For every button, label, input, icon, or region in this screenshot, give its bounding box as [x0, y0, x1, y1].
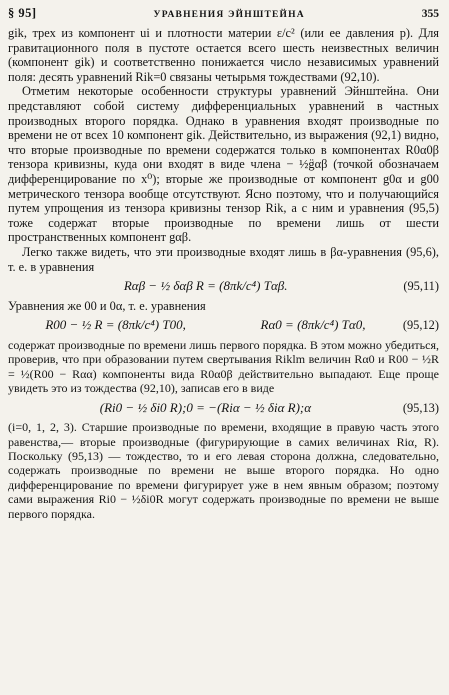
equation-95-11	[8, 279, 439, 294]
equation-95-13-body: (Ri0 − ½ δi0 R);0 = −(Riα − ½ δiα R);α	[99, 399, 312, 415]
mid-text: Уравнения же 00 и 0α, т. е. уравнения	[8, 298, 206, 313]
paragraph-5: (i=0, 1, 2, 3). Старшие производные по времени, входящие в правую часть этого равенства,— вторые производные (фигурирующие в самих величинах Riα, R). Поскольку (95,13) — тождество, то и его левая сторона должна, следовательно, содержать производные по времени не выше второго порядка. Но одно дифференцирование по времени фигурирует уже в нем явным образом; поэтому сами выражения Ri0 − ½δi0R могут содержать производные по времени не выше первого порядка.	[8, 420, 439, 521]
paragraph-2: Отметим некоторые особенности структуры уравнений Эйнштейна. Они представляют собой систему дифференциальных уравнений в частных производных второго порядка. Однако в уравнения входят производные по времени не от всех 10 компонент gik. Действительно, из выражения (92,1) видно, что вторые производные по времени содержатся только в компонентах R0α0β тензора кривизны, куда они входят в виде члена − ½g̈αβ (точкой обозначаем дифференцирование по x⁰); вторые же производные от компонент g0α и g00 метрического тензора вообще отсутствуют. Ясно поэтому, что и получающийся путем упрощения из тензора кривизны тензор Rik, а с ним и уравнения (95,5) тоже содержат вторые производные по времени лишь от шести пространственных компонент gαβ.	[8, 84, 439, 245]
equation-95-12	[8, 318, 439, 333]
paragraph-3: Легко также видеть, что эти производные входят лишь в βα-уравнения (95,6), т. е. в уравнения	[8, 244, 439, 274]
equation-95-11-number: (95,11)	[403, 279, 439, 294]
body-text	[8, 26, 439, 521]
equation-95-11-body: Rαβ − ½ δαβ R = (8πk/c⁴) Tαβ.	[123, 278, 288, 294]
chapter-title: УРАВНЕНИЯ ЭЙНШТЕЙНА	[153, 10, 305, 20]
page-number: 355	[421, 8, 439, 20]
equation-95-13	[8, 401, 439, 416]
equation-95-12-a: R00 − ½ R = (8πk/c⁴) T00,	[45, 317, 186, 333]
equation-95-12-b: Rα0 = (8πk/c⁴) Tα0,	[260, 317, 366, 333]
section-reference: § 95]	[8, 6, 37, 20]
running-head	[8, 6, 439, 26]
equation-95-13-number: (95,13)	[402, 400, 439, 415]
paragraph-4: содержат производные по времени лишь первого порядка. В этом можно убедиться, проверив, что при образовании путем свертывания Riklm величин Rα0 и R00 − ½R = ½(R00 − Rαα) компоненты вида R0α0β действительно выпадают. Еще проще увидеть это из тождества (92,10), записав его в виде	[8, 337, 439, 396]
paragraph-1: gik, трех из компонент ui и плотности материи ε/c² (или ее давления p). Для гравитационного поля в пустоте остается всего шесть неизвестных величин (компонент gik) и соответственно понижается число независимых уравнений поля: десять уравнений Rik=0 связаны четырьмя тождествами (92,10).	[8, 26, 439, 84]
equation-95-12-number: (95,12)	[402, 318, 439, 333]
